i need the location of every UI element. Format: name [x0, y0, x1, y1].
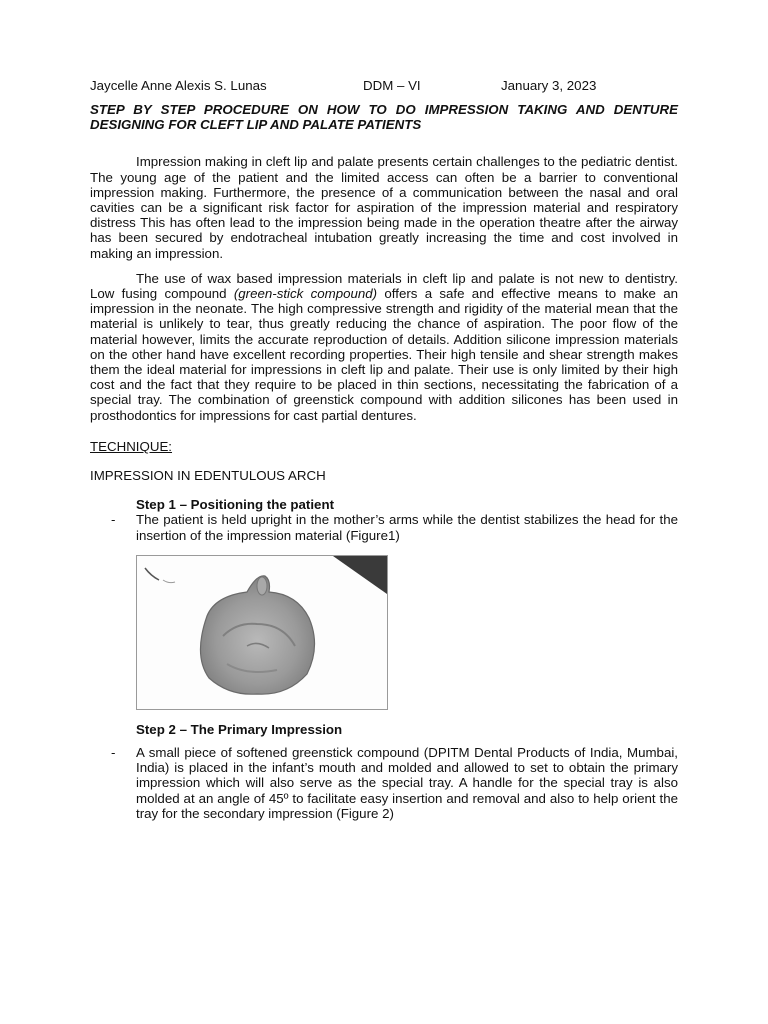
materials-paragraph-end: offers a safe and effective means to make an impression in the neonate. The high compressive strength and rigidity of the material mean that the material is unlikely to tear, thus greatly reducing the chance of aspiration. The poor flow of the material however, limits the accurate reproduction of details. Addition silicone impression materials on the other hand have excellent recording properties. Their high tensile and shear strength makes them the ideal material for impressions in cleft lip and palate. Their use is only limited by their high cost and the fact that they require to be placed in thin sections, necessitating the fabrication of a special tray. The combination of greenstick compound with addition silicones has been used in prosthodontics for impressions for cast partial dentures.: [90, 286, 678, 423]
document-title: STEP BY STEP PROCEDURE ON HOW TO DO IMPRESSION TAKING AND DENTURE DESIGNING FOR CLEFT LIP AND PALATE PATIENTS: [90, 102, 678, 133]
impression-illustration: [137, 556, 387, 709]
course-label: DDM – VI: [363, 78, 421, 93]
step1-title: Step 1 – Positioning the patient: [136, 497, 334, 513]
bullet-dash: -: [111, 745, 116, 761]
intro-paragraph: Impression making in cleft lip and palate presents certain challenges to the pediatric dentist. The young age of the patient and the limited access can often be a barrier to conventional impression making. Furthermore, the presence of a communication between the nasal and oral cavities can be a significant risk factor for aspiration of the impression material and respiratory distress This has often lead to the impression being made in the operation theatre after the airway has been secured by endotracheal intubation greatly increasing the time and cost involved in making an impression.: [90, 154, 678, 261]
technique-heading: TECHNIQUE:: [90, 438, 173, 454]
step2-text: A small piece of softened greenstick compound (DPITM Dental Products of India, Mumbai, India) is placed in the infant’s mouth and molded and allowed to set to obtain the primary impression which will also serve as the special tray. A handle for the special tray is also molded at an angle of 45º to facilitate easy insertion and removal and also to help orient the tray for the secondary impression (Figure 2): [136, 745, 678, 821]
document-page: [90, 78, 678, 821]
step2-bullet: [90, 745, 678, 821]
figure-1-impression-photo: [136, 555, 388, 710]
materials-paragraph-start: The use of wax based impression materials in cleft lip and palate is not new to dentistry. Low fusing compound: [90, 270, 678, 302]
materials-paragraph: [90, 271, 678, 423]
step2-title: Step 2 – The Primary Impression: [136, 721, 343, 737]
document-header: [90, 78, 678, 94]
document-date: January 3, 2023: [501, 78, 597, 93]
step1-bullet: [90, 512, 678, 542]
bullet-dash: -: [111, 512, 116, 528]
step1-text: The patient is held upright in the mother’s arms while the dentist stabilizes the head for the insertion of the impression material (Figure1): [136, 512, 678, 543]
section-heading: IMPRESSION IN EDENTULOUS ARCH: [90, 468, 326, 484]
materials-paragraph-italic: (green-stick compound): [233, 286, 378, 302]
author-name: Jaycelle Anne Alexis S. Lunas: [90, 78, 267, 93]
